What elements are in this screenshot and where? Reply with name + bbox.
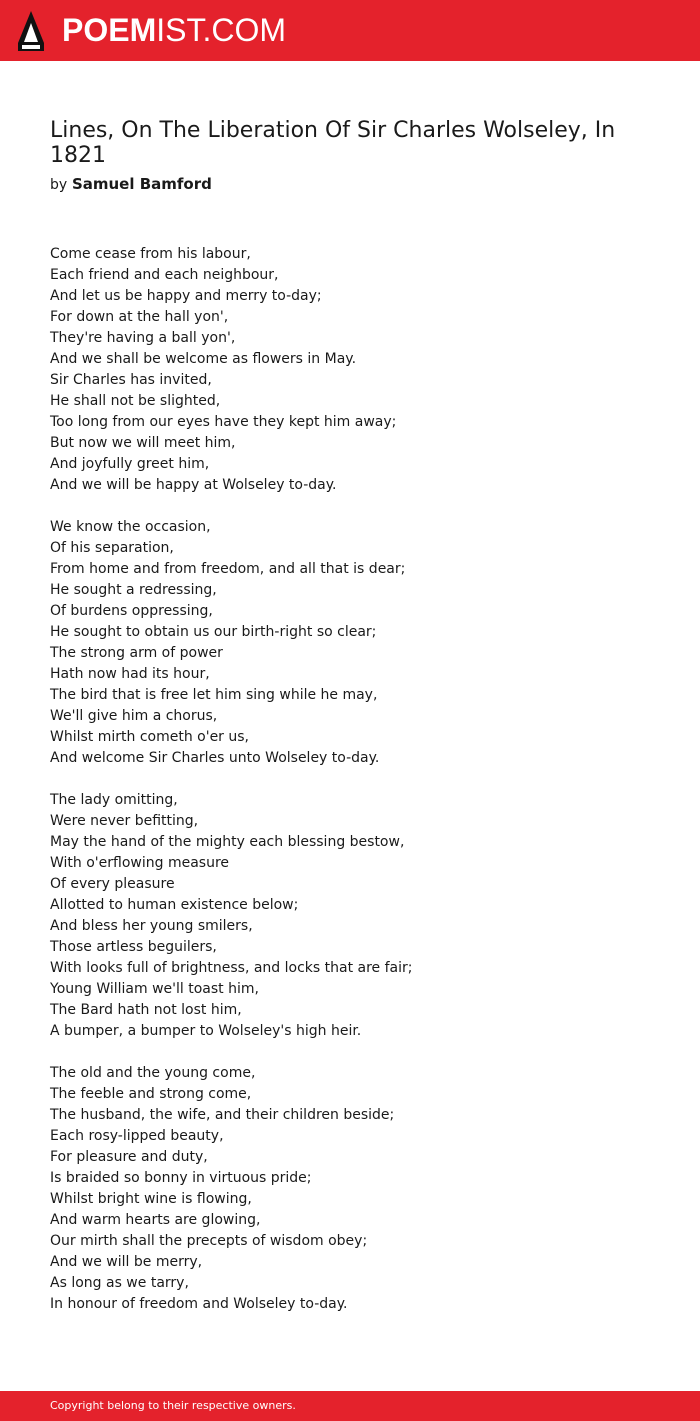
- poem-line: And welcome Sir Charles unto Wolseley to-day.: [50, 750, 380, 766]
- poem-stanza: [50, 790, 670, 1042]
- logo-light-text: IST.COM: [156, 12, 287, 48]
- poem-stanza: [50, 244, 670, 496]
- poem-line: Of every pleasure: [50, 876, 175, 892]
- poem-line: The lady omitting,: [50, 792, 178, 808]
- byline: [50, 174, 212, 195]
- poem-stanza: [50, 1063, 670, 1315]
- poem-line: And bless her young smilers,: [50, 918, 253, 934]
- poem-line: Were never befitting,: [50, 813, 199, 829]
- poem-line: May the hand of the mighty each blessing bestow,: [50, 834, 405, 850]
- poem-line: Each rosy-lipped beauty,: [50, 1128, 224, 1144]
- poem-line: And let us be happy and merry to-day;: [50, 288, 322, 304]
- site-header: [0, 0, 700, 61]
- copyright-notice: Copyright belong to their respective owners.: [50, 1399, 296, 1412]
- poem-line: A bumper, a bumper to Wolseley's high heir.: [50, 1023, 362, 1039]
- site-footer: [0, 1391, 700, 1421]
- poem-line: Whilst bright wine is flowing,: [50, 1191, 252, 1207]
- poem-line: Of burdens oppressing,: [50, 603, 213, 619]
- byline-prefix: by: [50, 177, 68, 193]
- poem-line: For down at the hall yon',: [50, 309, 229, 325]
- poem-line: Sir Charles has invited,: [50, 372, 212, 388]
- poem-line: He shall not be slighted,: [50, 393, 221, 409]
- poem-line: The husband, the wife, and their children beside;: [50, 1107, 395, 1123]
- poem-line: Those artless beguilers,: [50, 939, 217, 955]
- poem-line: The strong arm of power: [50, 645, 223, 661]
- poem-line: In honour of freedom and Wolseley to-day.: [50, 1296, 348, 1312]
- poem-line: Come cease from his labour,: [50, 246, 251, 262]
- poem-line: They're having a ball yon',: [50, 330, 236, 346]
- poem-line: With looks full of brightness, and locks that are fair;: [50, 960, 413, 976]
- poem-line: Allotted to human existence below;: [50, 897, 299, 913]
- poem-line: The bird that is free let him sing while he may,: [50, 687, 378, 703]
- poem-line: The old and the young come,: [50, 1065, 256, 1081]
- poem-body: [50, 244, 670, 1336]
- poem-line: From home and from freedom, and all that is dear;: [50, 561, 406, 577]
- logo-bold-text: POEM: [62, 12, 157, 48]
- poem-line: And we will be happy at Wolseley to-day.: [50, 477, 337, 493]
- author-name: Samuel Bamford: [71, 175, 212, 193]
- poem-line: We'll give him a chorus,: [50, 708, 218, 724]
- poem-line: He sought to obtain us our birth-right so clear;: [50, 624, 377, 640]
- poem-line: Whilst mirth cometh o'er us,: [50, 729, 250, 745]
- pencil-tip-icon[interactable]: [18, 11, 44, 51]
- poem-line: As long as we tarry,: [50, 1275, 189, 1291]
- poem-line: Too long from our eyes have they kept him away;: [50, 414, 397, 430]
- poem-line: And we will be merry,: [50, 1254, 203, 1270]
- site-logo[interactable]: [62, 10, 286, 50]
- poem-line: Each friend and each neighbour,: [50, 267, 279, 283]
- poem-line: Our mirth shall the precepts of wisdom obey;: [50, 1233, 368, 1249]
- poem-line: The Bard hath not lost him,: [50, 1002, 242, 1018]
- poem-line: We know the occasion,: [50, 519, 211, 535]
- poem-line: Is braided so bonny in virtuous pride;: [50, 1170, 312, 1186]
- poem-title: Lines, On The Liberation Of Sir Charles Wolseley, In 1821: [50, 118, 616, 168]
- poem-line: But now we will meet him,: [50, 435, 236, 451]
- poem-line: For pleasure and duty,: [50, 1149, 208, 1165]
- poem-line: The feeble and strong come,: [50, 1086, 252, 1102]
- poem-line: And warm hearts are glowing,: [50, 1212, 261, 1228]
- poem-line: And joyfully greet him,: [50, 456, 210, 472]
- poem-line: Hath now had its hour,: [50, 666, 210, 682]
- poem-line: Of his separation,: [50, 540, 174, 556]
- poem-line: Young William we'll toast him,: [50, 981, 259, 997]
- poem-line: With o'erflowing measure: [50, 855, 230, 871]
- poem-line: He sought a redressing,: [50, 582, 217, 598]
- poem-line: And we shall be welcome as flowers in May.: [50, 351, 357, 367]
- poem-stanza: [50, 517, 670, 769]
